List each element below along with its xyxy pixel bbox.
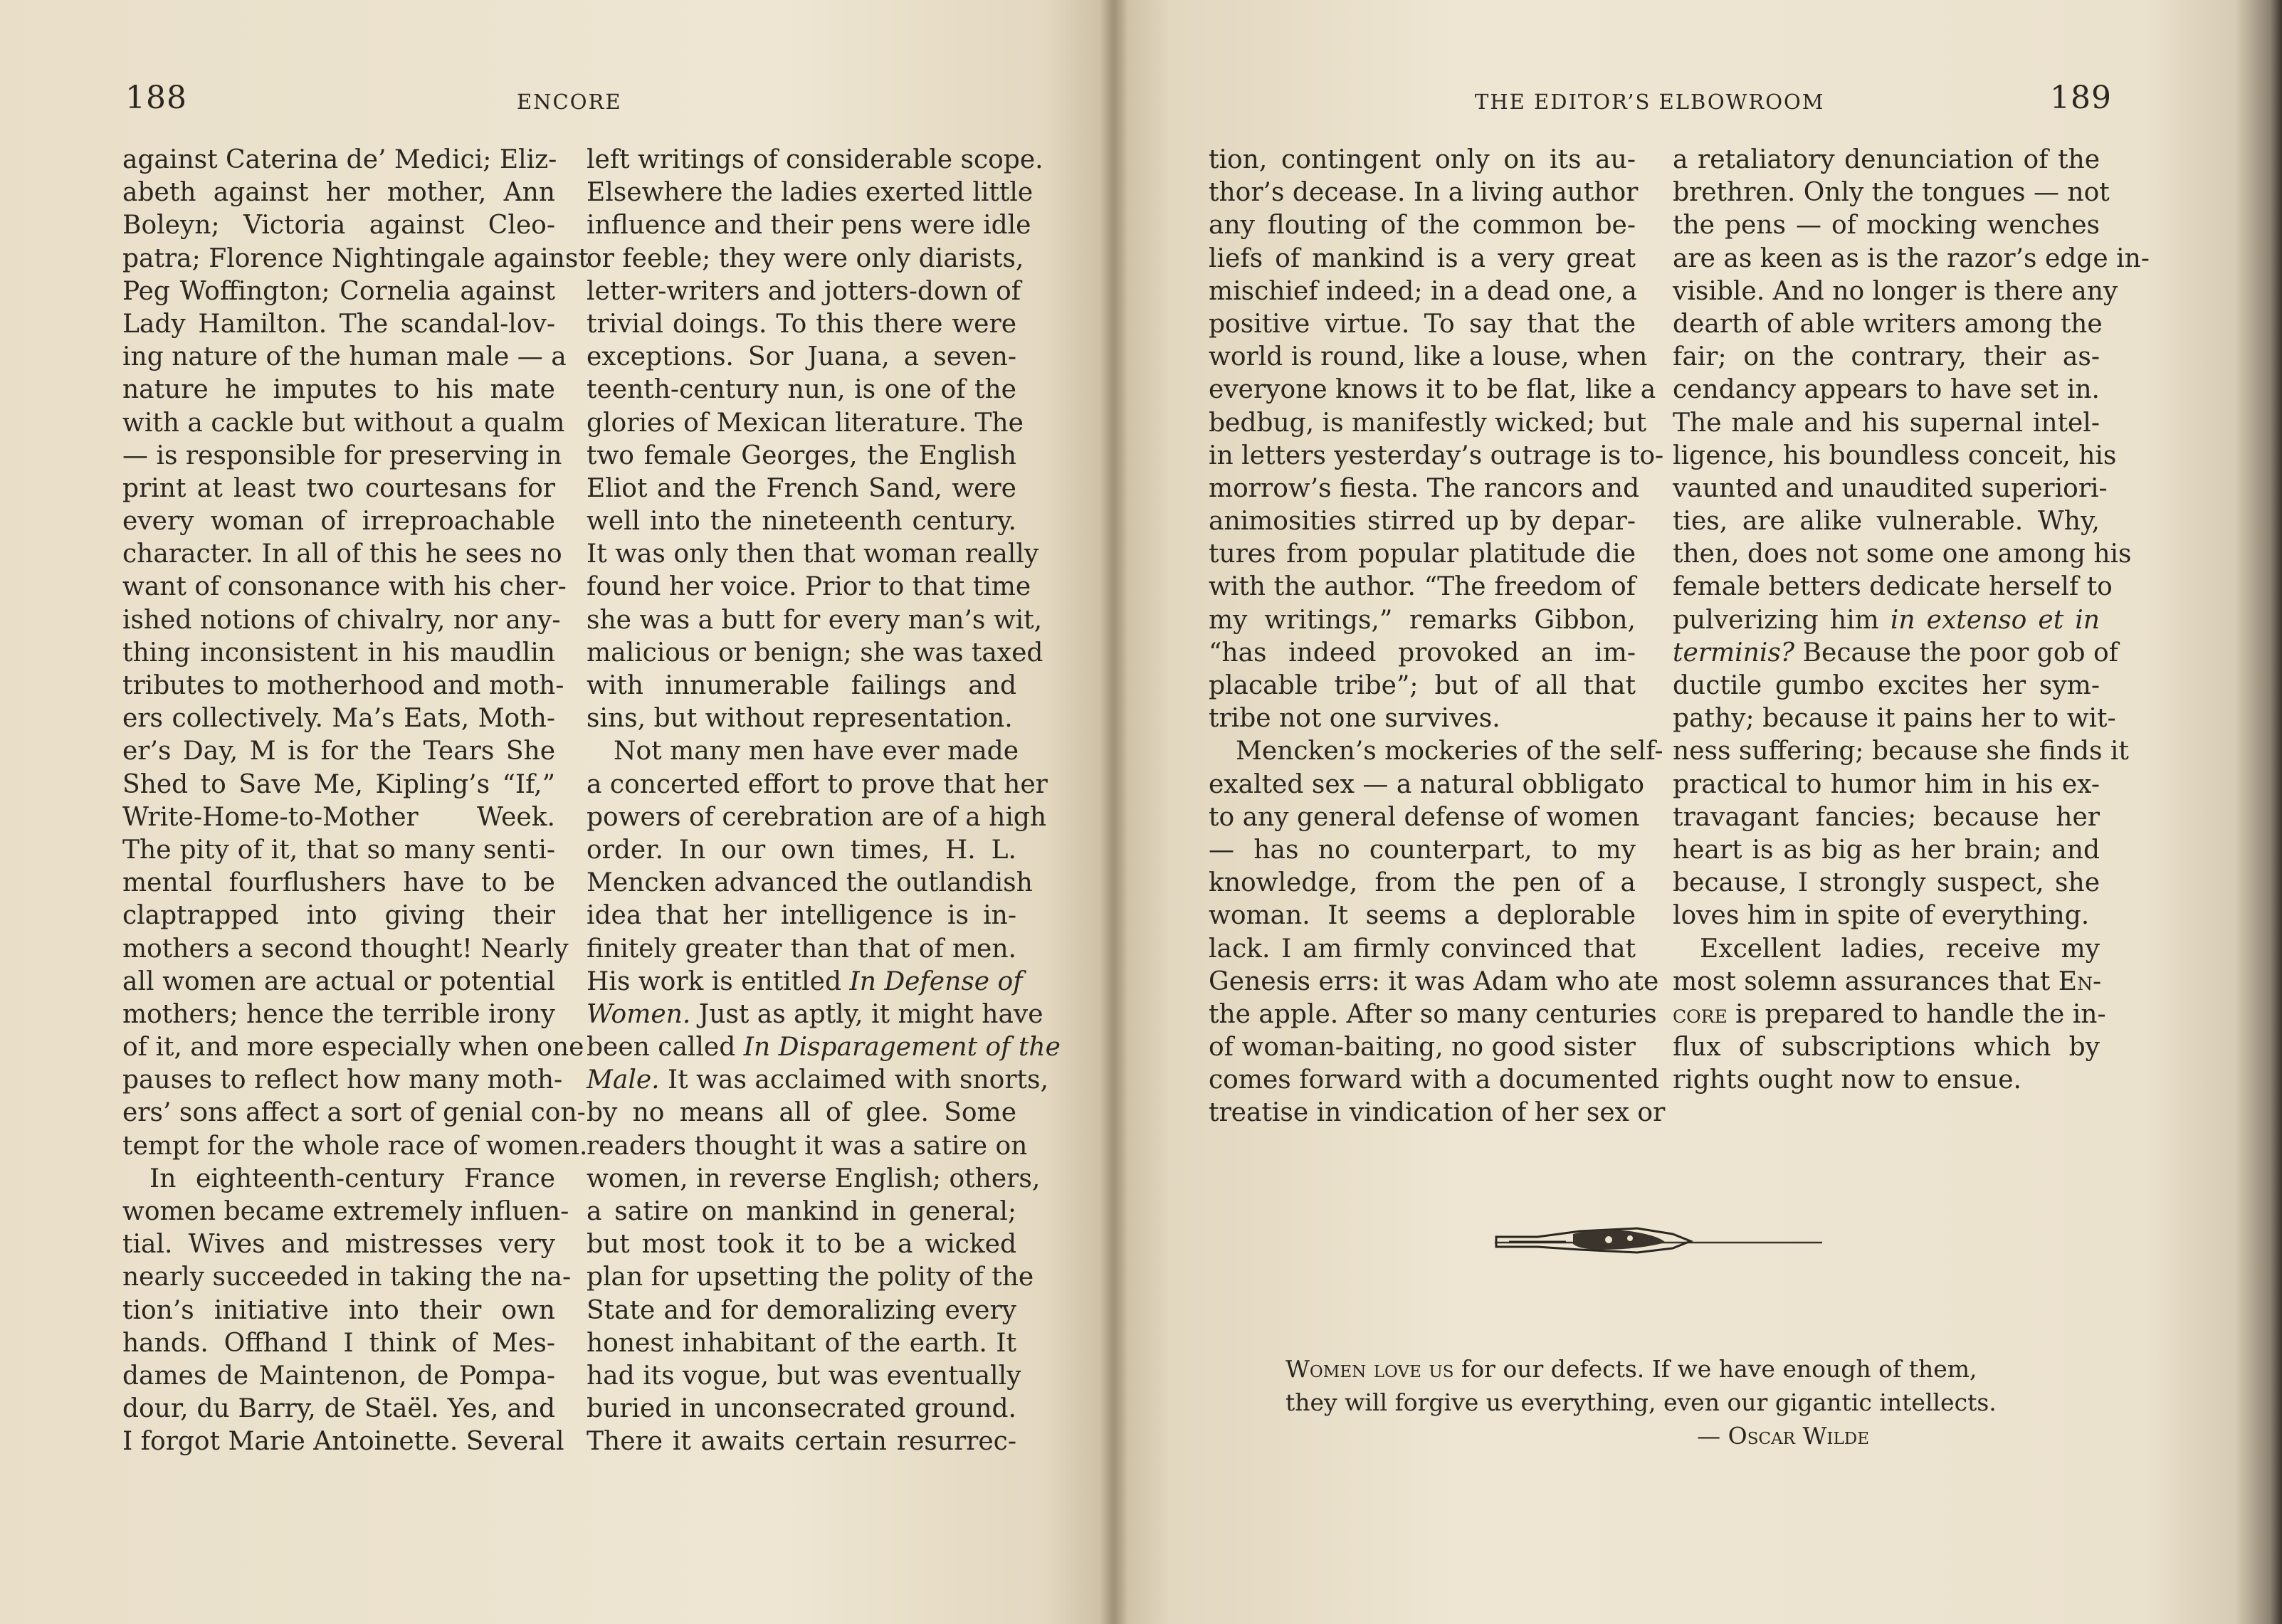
text-line: Peg Woffington; Cornelia against (122, 276, 555, 306)
text-line: with a cackle but without a qualm (122, 408, 565, 438)
text-line: — is responsible for preserving in (122, 441, 562, 470)
left-column-2 (587, 144, 1061, 1459)
quote-attribution: — Oscar Wilde (1697, 1422, 1869, 1450)
text-line: ligence, his boundless conceit, his (1673, 441, 2117, 470)
italic-title: Women. (587, 999, 691, 1029)
text-line: liefs of mankind is a very great (1209, 243, 1636, 273)
text-line: practical to humor him in his ex- (1673, 769, 2100, 799)
text-line: ties, are alike vulnerable. Why, (1673, 507, 2100, 537)
text-line: heart is as big as her brain; and (1673, 835, 2100, 865)
text-line: mental fourflushers have to be (122, 868, 555, 898)
text-line: mothers a second thought! Nearly (122, 934, 569, 964)
text-line: any flouting of the common be- (1209, 211, 1636, 241)
text-line: most solemn assurances that En- (1673, 966, 2102, 996)
text-line: cendancy appears to have set in. (1673, 375, 2100, 405)
text-line: been called In Disparagement of the (587, 1033, 1061, 1063)
text-line: well into the nineteenth century. (587, 507, 1016, 537)
text-line: with innumerable failings and (587, 671, 1016, 700)
text-line: vaunted and unaudited superiori- (1673, 473, 2108, 503)
text-fragment: It was acclaimed with snorts, (659, 1065, 1048, 1095)
text-line: want of consonance with his cher- (122, 572, 567, 602)
text-line: the pens — of mocking wenches (1673, 211, 2100, 241)
text-line: all women are actual or potential (122, 966, 555, 996)
text-line: everyone knows it to be flat, like a (1209, 375, 1656, 405)
text-line: ing nature of the human male — a (122, 342, 567, 372)
text-line: hands. Offhand I think of Mes- (122, 1328, 555, 1358)
text-line: or feeble; they were only diarists, (587, 243, 1024, 273)
text-line: His work is entitled In Defense of (587, 966, 1023, 996)
text-line: nature he imputes to his mate (122, 375, 555, 405)
text-line: Boleyn; Victoria against Cleo- (122, 211, 555, 241)
text-line: glories of Mexican literature. The (587, 408, 1024, 438)
text-line: of it, and more especially when one (122, 1033, 584, 1063)
pen-ornament-icon (1495, 1221, 1822, 1257)
encore-smallcaps: En- (2058, 966, 2102, 996)
left-column-1 (122, 144, 589, 1459)
text-line: left writings of considerable scope. (587, 145, 1043, 174)
text-line: against Caterina de’ Medici; Eliz- (122, 145, 557, 174)
quote-lead: Women love us (1285, 1355, 1454, 1383)
text-line: The pity of it, that so many senti- (122, 835, 555, 865)
text-line: flux of subscriptions which by (1673, 1033, 2100, 1063)
text-line: ished notions of chivalry, nor any- (122, 605, 561, 635)
text-line: lack. I am firmly convinced that (1209, 934, 1636, 964)
text-line: “has indeed provoked an im- (1209, 638, 1636, 668)
text-line: influence and their pens were idle (587, 211, 1031, 241)
text-line: are as keen as is the razor’s edge in- (1673, 243, 2150, 273)
text-line: in letters yesterday’s outrage is to- (1209, 441, 1664, 470)
quote-line-1: for our defects. If we have enough of them, (1453, 1355, 1977, 1383)
book-gutter (1100, 0, 1128, 1624)
italic-title: terminis? (1673, 638, 1795, 668)
text-line: with the author. “The freedom of (1209, 572, 1636, 602)
text-line (1673, 998, 2106, 1031)
running-head-right: THE EDITOR’S ELBOWROOM (1475, 90, 1825, 114)
text-fragment: Because the poor gob of (1794, 638, 2118, 668)
text-line: trivial doings. To this there were (587, 309, 1016, 339)
text-line: comes forward with a documented (1209, 1065, 1660, 1095)
text-line: fair; on the contrary, their as- (1673, 342, 2100, 372)
text-line: brethren. Only the tongues — not (1673, 178, 2110, 208)
running-head-left: ENCORE (517, 90, 622, 114)
text-line: pauses to reflect how many moth- (122, 1065, 563, 1095)
text-line: pulverizing him in extenso et in (1673, 605, 2100, 635)
text-line: In eighteenth-century France (149, 1164, 555, 1193)
text-line: powers of cerebration are of a high (587, 802, 1047, 832)
text-line: by no means all of glee. Some (587, 1098, 1016, 1128)
text-line: women, in reverse English; others, (587, 1164, 1041, 1193)
text-line: then, does not some one among his (1673, 539, 2132, 569)
text-line: buried in unconsecrated ground. (587, 1394, 1016, 1424)
text-line: Not many men have ever made (614, 737, 1019, 766)
text-line: claptrapped into giving their (122, 901, 555, 931)
text-line: idea that her intelligence is in- (587, 901, 1016, 931)
text-line: pathy; because it pains her to wit- (1673, 704, 2116, 734)
text-line: There it awaits certain resurrec- (587, 1427, 1016, 1457)
text-line: to any general defense of women (1209, 802, 1640, 832)
text-line: honest inhabitant of the earth. It (587, 1328, 1016, 1358)
text-line: Lady Hamilton. The scandal-lov- (122, 309, 555, 339)
wilde-quote (1285, 1352, 2040, 1452)
right-column-2 (1673, 144, 2150, 1097)
text-line (587, 1064, 1048, 1097)
text-line: Write-Home-to-Mother Week. (122, 802, 555, 832)
text-line: mischief indeed; in a dead one, a (1209, 276, 1637, 306)
text-line: animosities stirred up by depar- (1209, 507, 1636, 537)
text-fragment: Just as aptly, it might have (690, 999, 1043, 1029)
text-line: my writings,” remarks Gibbon, (1209, 605, 1636, 635)
italic-title: In Disparagement of the (743, 1033, 1061, 1063)
text-line: It was only then that woman really (587, 539, 1039, 569)
text-line: ers collectively. Ma’s Eats, Moth- (122, 704, 555, 734)
text-line: tributes to motherhood and moth- (122, 671, 564, 700)
text-line: travagant fancies; because her (1673, 802, 2100, 832)
text-line: she was a butt for every man’s wit, (587, 605, 1043, 635)
text-line: Mencken’s mockeries of the self- (1236, 737, 1663, 766)
text-line: morrow’s fiesta. The rancors and (1209, 473, 1640, 503)
text-line: Genesis errs: it was Adam who ate (1209, 966, 1659, 996)
text-line: I forgot Marie Antoinette. Several (122, 1427, 564, 1457)
text-line: Elsewhere the ladies exerted little (587, 178, 1034, 208)
text-line: print at least two courtesans for (122, 473, 555, 503)
text-line: Eliot and the French Sand, were (587, 473, 1016, 503)
text-line: er’s Day, M is for the Tears She (122, 737, 555, 766)
text-line: State and for demoralizing every (587, 1295, 1016, 1325)
text-line: teenth-century nun, is one of the (587, 375, 1016, 405)
text-line: tribe not one survives. (1209, 704, 1500, 734)
text-line: female betters dedicate herself to (1673, 572, 2113, 602)
text-line: malicious or benign; she was taxed (587, 638, 1043, 668)
text-line: women became extremely influen- (122, 1197, 569, 1226)
text-line: tures from popular platitude die (1209, 539, 1636, 569)
text-line: tial. Wives and mistresses very (122, 1230, 555, 1260)
text-line: knowledge, from the pen of a (1209, 868, 1636, 898)
text-fragment: is prepared to handle the in- (1735, 999, 2106, 1029)
text-line: Shed to Save Me, Kipling’s “If,” (122, 769, 555, 799)
text-line: found her voice. Prior to that time (587, 572, 1031, 602)
text-line: tion’s initiative into their own (122, 1295, 555, 1325)
encore-smallcaps: core (1673, 999, 1736, 1029)
text-line: readers thought it was a satire on (587, 1131, 1028, 1161)
text-line: patra; Florence Nightingale against (122, 243, 589, 273)
text-line: letter-writers and jotters-down of (587, 276, 1021, 306)
text-line: ness suffering; because she finds it (1673, 737, 2129, 766)
text-line: exalted sex — a natural obbligato (1209, 769, 1645, 799)
text-line: tion, contingent only on its au- (1209, 145, 1636, 174)
text-line: positive virtue. To say that the (1209, 309, 1636, 339)
text-line (1673, 637, 2118, 670)
right-column-1 (1209, 144, 1666, 1130)
text-line: of woman-baiting, no good sister (1209, 1033, 1636, 1063)
text-line: mothers; hence the terrible irony (122, 999, 555, 1029)
text-line: every woman of irreproachable (122, 507, 555, 537)
text-line: The male and his supernal intel- (1673, 408, 2100, 438)
italic-title: Male. (587, 1065, 660, 1095)
text-line: rights ought now to ensue. (1673, 1065, 2021, 1095)
text-line (587, 998, 1043, 1031)
text-line: sins, but without representation. (587, 704, 1013, 734)
text-line: woman. It seems a deplorable (1209, 901, 1636, 931)
text-line: ers’ sons affect a sort of genial con- (122, 1098, 586, 1128)
text-line: had its vogue, but was eventually (587, 1361, 1021, 1391)
text-line: placable tribe”; but of all that (1209, 671, 1636, 700)
text-line: dour, du Barry, de Staël. Yes, and (122, 1394, 555, 1424)
italic-title: In Defense of (849, 966, 1023, 996)
text-line: ductile gumbo excites her sym- (1673, 671, 2100, 700)
page-number-left: 188 (125, 80, 187, 116)
right-page (1112, 0, 2282, 1624)
text-line: loves him in spite of everything. (1673, 901, 2090, 931)
text-line: Mencken advanced the outlandish (587, 868, 1033, 898)
left-page (0, 0, 1112, 1624)
text-line: world is round, like a louse, when (1209, 342, 1648, 372)
text-line: a concerted effort to prove that her (587, 769, 1048, 799)
text-line: abeth against her mother, Ann (122, 178, 555, 208)
text-line: finitely greater than that of men. (587, 934, 1016, 964)
quote-line-2: they will forgive us everything, even our gigantic intellects. (1285, 1388, 1997, 1416)
text-line: but most took it to be a wicked (587, 1230, 1016, 1260)
text-line: dames de Maintenon, de Pompa- (122, 1361, 555, 1391)
text-line: thor’s decease. In a living author (1209, 178, 1639, 208)
text-line: treatise in vindication of her sex or (1209, 1098, 1666, 1128)
text-line: order. In our own times, H. L. (587, 835, 1016, 865)
text-line: exceptions. Sor Juana, a seven- (587, 342, 1016, 372)
italic-title: in extenso et in (1890, 605, 2100, 635)
text-line: thing inconsistent in his maudlin (122, 638, 555, 668)
page-number-right: 189 (2050, 80, 2112, 116)
text-line: character. In all of this he sees no (122, 539, 562, 569)
text-line: nearly succeeded in taking the na- (122, 1262, 572, 1292)
text-line: — has no counterpart, to my (1209, 835, 1636, 865)
text-line: plan for upsetting the polity of the (587, 1262, 1034, 1292)
text-line: bedbug, is manifestly wicked; but (1209, 408, 1647, 438)
text-line: dearth of able writers among the (1673, 309, 2103, 339)
text-line: two female Georges, the English (587, 441, 1016, 470)
text-line: visible. And no longer is there any (1673, 276, 2118, 306)
text-line: Excellent ladies, receive my (1700, 934, 2100, 964)
text-line: the apple. After so many centuries (1209, 999, 1657, 1029)
text-line: tempt for the whole race of women. (122, 1131, 588, 1161)
text-line: a retaliatory denunciation of the (1673, 145, 2100, 174)
text-line: because, I strongly suspect, she (1673, 868, 2100, 898)
text-line: a satire on mankind in general; (587, 1197, 1016, 1226)
